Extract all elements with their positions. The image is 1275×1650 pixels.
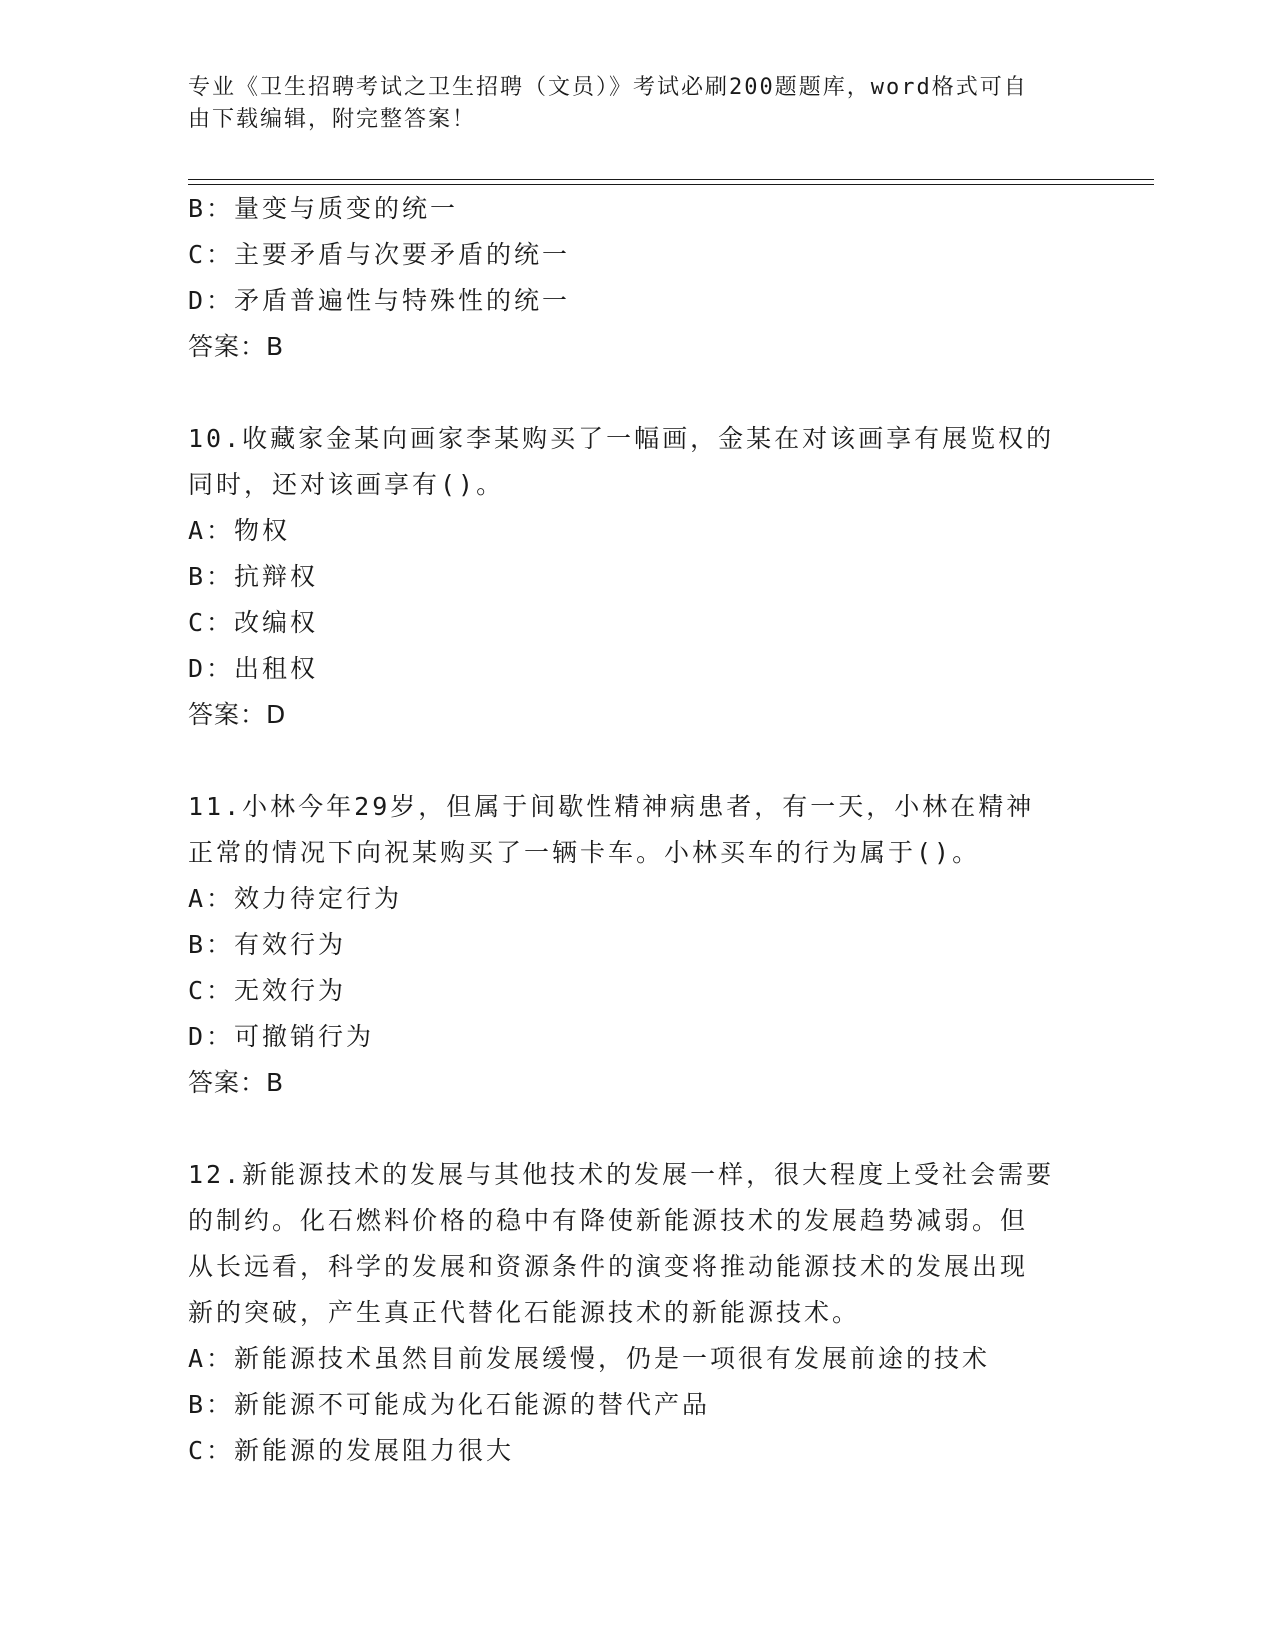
header-rule-top [188, 179, 1154, 180]
question-stem-line: 10.收藏家金某向画家李某购买了一幅画，金某在对该画享有展览权的 [188, 424, 1055, 453]
spacer [188, 1106, 1088, 1152]
option-b: B：有效行为 [188, 930, 347, 959]
header-rule-bottom [188, 184, 1154, 185]
question-list [188, 186, 1088, 1474]
option-b: B：新能源不可能成为化石能源的替代产品 [188, 1390, 711, 1419]
option-b: B：量变与质变的统一 [188, 194, 459, 223]
option-a: A：新能源技术虽然目前发展缓慢，仍是一项很有发展前途的技术 [188, 1344, 991, 1373]
spacer [188, 738, 1088, 784]
option-c: C：改编权 [188, 608, 319, 637]
option-a: A：物权 [188, 516, 291, 545]
option-d: D：出租权 [188, 654, 319, 683]
header-line-1: 专业《卫生招聘考试之卫生招聘（文员）》考试必刷200题题库，word格式可自 [188, 75, 1028, 100]
question-11 [188, 784, 1088, 1106]
option-c: C：无效行为 [188, 976, 347, 1005]
question-stem-line: 新的突破，产生真正代替化石能源技术的新能源技术。 [188, 1298, 861, 1327]
continued-question [188, 186, 1088, 370]
answer: 答案：B [188, 332, 285, 361]
question-stem-line: 的制约。化石燃料价格的稳中有降使新能源技术的发展趋势减弱。但 [188, 1206, 1029, 1235]
question-stem-line: 从长远看，科学的发展和资源条件的演变将推动能源技术的发展出现 [188, 1252, 1029, 1281]
answer: 答案：D [188, 700, 287, 729]
question-stem-line: 同时，还对该画享有()。 [188, 470, 505, 499]
question-stem-line: 12.新能源技术的发展与其他技术的发展一样，很大程度上受社会需要 [188, 1160, 1055, 1189]
document-header [188, 72, 1068, 136]
answer: 答案：B [188, 1068, 285, 1097]
option-d: D：可撤销行为 [188, 1022, 375, 1051]
question-stem-line: 11.小林今年29岁，但属于间歇性精神病患者，有一天，小林在精神 [188, 792, 1035, 821]
question-stem-line: 正常的情况下向祝某购买了一辆卡车。小林买车的行为属于()。 [188, 838, 981, 867]
option-b: B：抗辩权 [188, 562, 319, 591]
option-c: C：主要矛盾与次要矛盾的统一 [188, 240, 571, 269]
spacer [188, 370, 1088, 416]
question-12 [188, 1152, 1088, 1474]
question-10 [188, 416, 1088, 738]
option-d: D：矛盾普遍性与特殊性的统一 [188, 286, 571, 315]
option-a: A：效力待定行为 [188, 884, 403, 913]
header-line-2: 由下载编辑，附完整答案！ [188, 107, 477, 132]
option-c: C：新能源的发展阻力很大 [188, 1436, 515, 1465]
